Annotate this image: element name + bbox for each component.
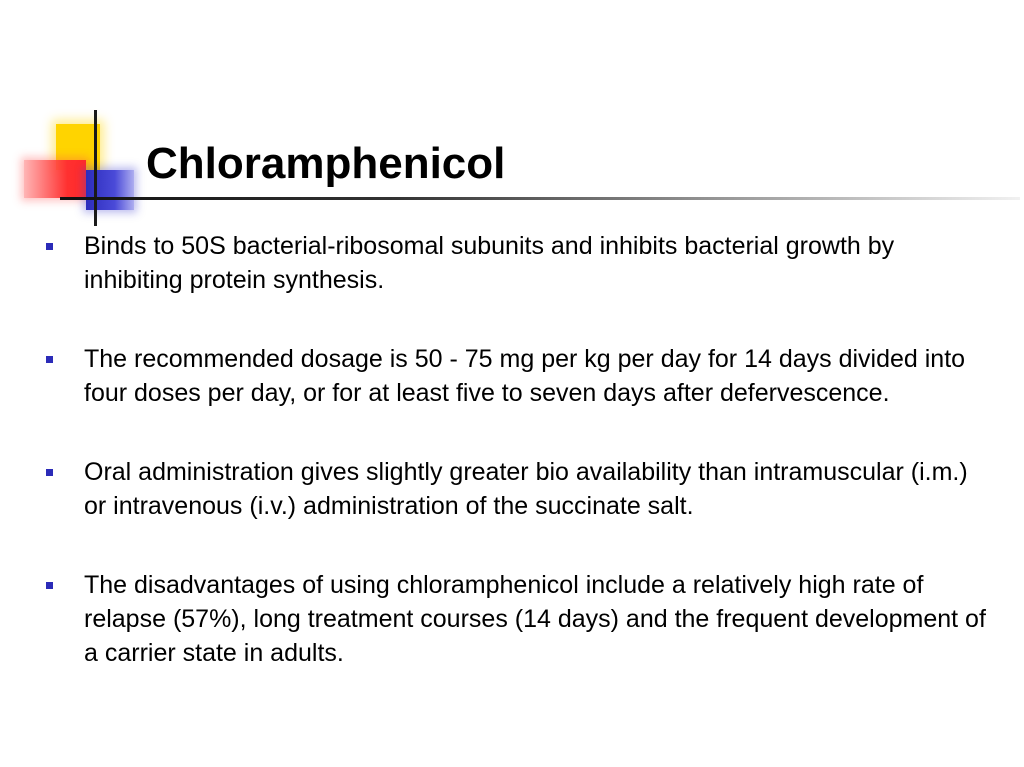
square-bullet-icon xyxy=(46,469,53,476)
slide-title: Chloramphenicol xyxy=(146,139,506,188)
decorative-squares-graphic xyxy=(0,0,150,240)
bullet-text: The recommended dosage is 50 - 75 mg per kg per day for 14 days divided into four doses per day, or for at least five to seven days after defervescence. xyxy=(84,345,966,407)
square-bullet-icon xyxy=(46,243,53,250)
bullet-item xyxy=(44,568,994,670)
title-underline-rule xyxy=(60,197,1020,200)
bullet-text: Binds to 50S bacterial-ribosomal subunits and inhibits bacterial growth by inhibiting protein synthesis. xyxy=(84,232,895,294)
red-square-decoration xyxy=(24,160,86,198)
square-bullet-icon xyxy=(46,582,53,589)
bullet-text: Oral administration gives slightly greater bio availability than intramuscular (i.m.) or intravenous (i.v.) administration of the succinate salt. xyxy=(84,458,968,520)
square-bullet-icon xyxy=(46,356,53,363)
vertical-line-decoration xyxy=(94,110,97,226)
bullet-text: The disadvantages of using chloramphenicol include a relatively high rate of relapse (57%), long treatment courses (14 days) and the frequent development of a carrier state in adults. xyxy=(84,571,986,667)
bullet-item xyxy=(44,342,994,410)
bullet-item xyxy=(44,455,994,523)
bullet-item xyxy=(44,229,994,297)
bullet-list xyxy=(44,229,994,670)
